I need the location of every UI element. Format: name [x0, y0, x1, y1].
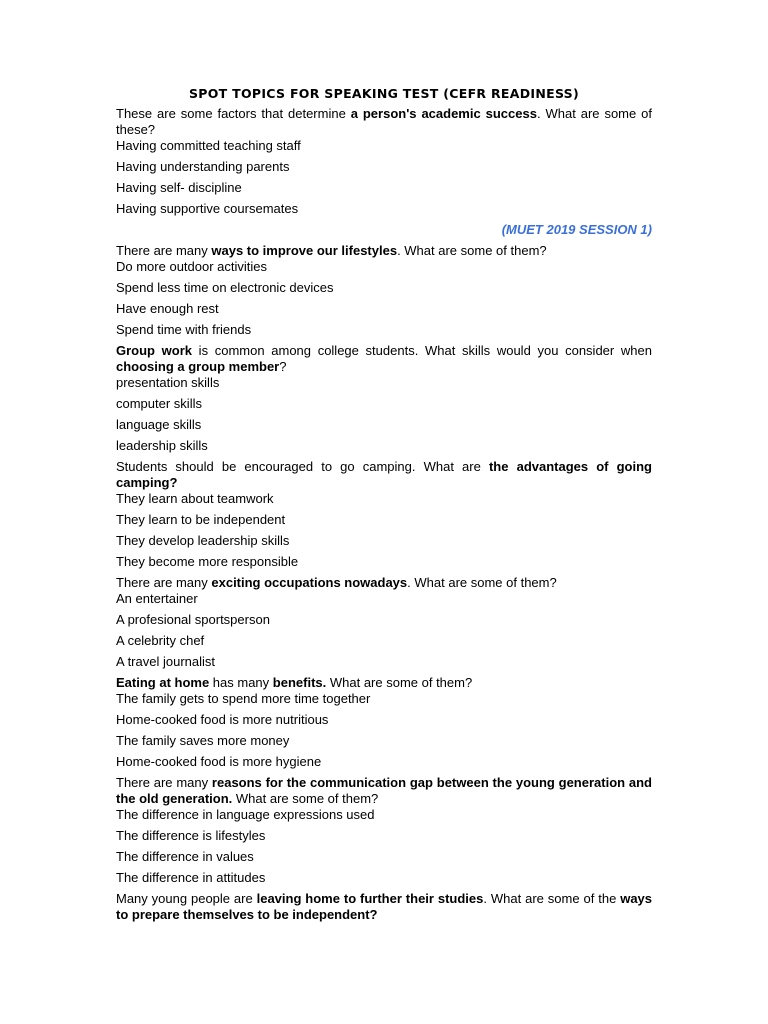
document-content — [116, 86, 652, 923]
answer-item: leadership skills — [116, 438, 208, 453]
topic-question — [116, 891, 652, 923]
answer-item: A travel journalist — [116, 654, 215, 669]
topic-question — [116, 675, 652, 691]
answer-item: Do more outdoor activities — [116, 259, 268, 274]
topic-question — [116, 243, 652, 259]
answer-item: Having supportive coursemates — [116, 201, 299, 216]
topic-question — [116, 459, 652, 491]
question-text: . What are some of the — [483, 891, 621, 906]
question-text: Students should be encouraged to go camping. What are — [116, 459, 489, 474]
question-text: There are many — [116, 775, 212, 790]
answer-item: Spend less time on electronic devices — [116, 280, 334, 295]
answer-item: They learn to be independent — [116, 512, 286, 527]
question-keyword: leaving home to further their studies — [256, 891, 484, 906]
question-keyword: a person's academic success — [350, 106, 537, 121]
answer-item: computer skills — [116, 396, 202, 411]
answer-item: Having self- discipline — [116, 180, 242, 195]
answer-item: The family saves more money — [116, 733, 290, 748]
question-keyword: choosing a group member — [116, 359, 280, 374]
answer-item: Have enough rest — [116, 301, 219, 316]
question-keyword: the advantages of going camping? — [116, 459, 652, 490]
topic-list — [116, 106, 652, 923]
answer-item: They learn about teamwork — [116, 491, 274, 506]
question-text: is common among college students. What skills would you consider when — [192, 343, 652, 358]
question-keyword: ways to improve our lifestyles — [211, 243, 398, 258]
answer-item: Having understanding parents — [116, 159, 290, 174]
question-keyword: benefits. — [272, 675, 327, 690]
answer-item: The difference in values — [116, 849, 254, 864]
page-title: SPOT TOPICS FOR SPEAKING TEST (CEFR READINESS) — [188, 86, 580, 101]
question-text: has many — [209, 675, 273, 690]
question-text: . What are some of these? — [116, 106, 652, 137]
question-text: What are some of them? — [326, 675, 473, 690]
answer-item: Home-cooked food is more nutritious — [116, 712, 329, 727]
source-label: (MUET 2019 SESSION 1) — [501, 222, 652, 237]
question-text: . What are some of them? — [407, 575, 557, 590]
answer-item: The difference is lifestyles — [116, 828, 266, 843]
question-text: ? — [279, 359, 287, 374]
answer-item: language skills — [116, 417, 202, 432]
answer-item: presentation skills — [116, 375, 220, 390]
question-keyword: exciting occupations nowadays — [211, 575, 408, 590]
answer-item: Having committed teaching staff — [116, 138, 301, 153]
question-text: There are many — [116, 243, 212, 258]
question-text: . What are some of them? — [397, 243, 547, 258]
question-text: Many young people are — [116, 891, 257, 906]
answer-item: Home-cooked food is more hygiene — [116, 754, 322, 769]
topic-question — [116, 106, 652, 138]
question-keyword: Eating at home — [116, 675, 210, 690]
answer-item: Spend time with friends — [116, 322, 252, 337]
answer-item: An entertainer — [116, 591, 198, 606]
answer-item: They develop leadership skills — [116, 533, 290, 548]
answer-item: A celebrity chef — [116, 633, 205, 648]
answer-item: A profesional sportsperson — [116, 612, 270, 627]
topic-question — [116, 575, 652, 591]
answer-item: The family gets to spend more time together — [116, 691, 371, 706]
answer-item: The difference in attitudes — [116, 870, 266, 885]
answer-item: They become more responsible — [116, 554, 299, 569]
answer-item: The difference in language expressions used — [116, 807, 375, 822]
question-keyword: reasons for the communication gap between the young generation and the old generation. — [116, 775, 652, 806]
question-text: There are many — [116, 575, 212, 590]
topic-question — [116, 343, 652, 375]
topic-question — [116, 775, 652, 807]
question-keyword: Group work — [116, 343, 193, 358]
question-keyword: ways to prepare themselves to be independent? — [116, 891, 653, 922]
question-text: What are some of them? — [232, 791, 379, 806]
question-text: These are some factors that determine — [116, 106, 351, 121]
